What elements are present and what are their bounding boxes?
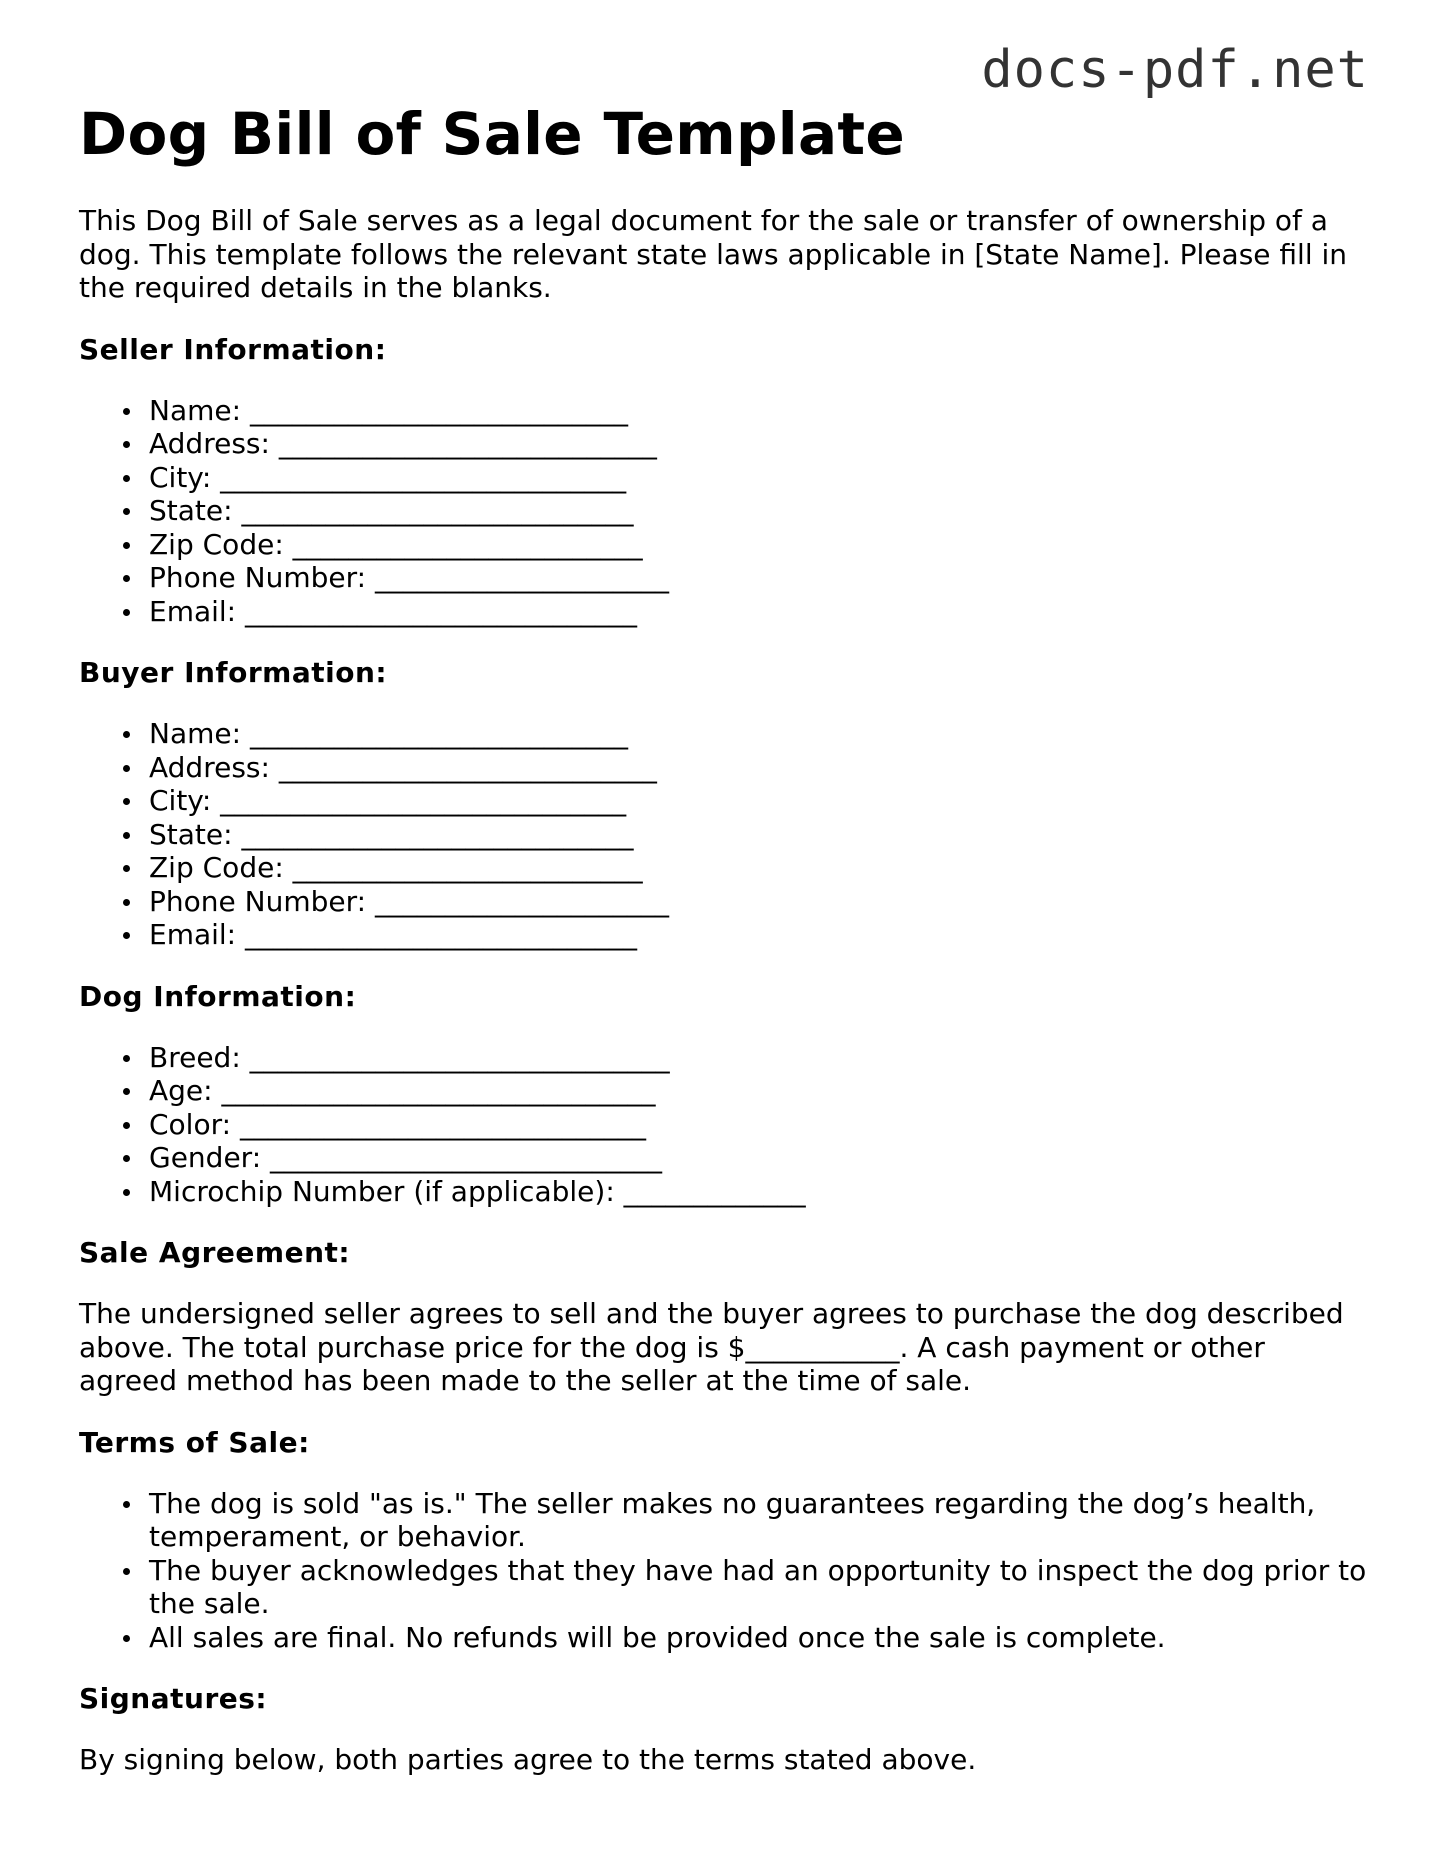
- seller-state-field: State: ____________________________: [149, 494, 1369, 528]
- buyer-name-field: Name: ___________________________: [149, 717, 1369, 751]
- dog-heading: Dog Information:: [79, 979, 357, 1013]
- signatures-paragraph: By signing below, both parties agree to the terms stated above.: [79, 1743, 977, 1776]
- intro-paragraph: This Dog Bill of Sale serves as a legal document for the sale or transfer of ownership of a dog. This template follows the relevant state laws applicable in [State Name]. Please fill in the required details in the blanks.: [79, 204, 1348, 304]
- document-body: [79, 98, 1369, 1777]
- sale-agreement-paragraph: The undersigned seller agrees to sell and the buyer agrees to purchase the dog described above. The total purchase price for the dog is $___________. A cash payment or other agreed method has been made to the seller at the time of sale.: [79, 1297, 1344, 1397]
- buyer-zip-field: Zip Code: _________________________: [149, 851, 1369, 885]
- terms-heading: Terms of Sale:: [79, 1425, 310, 1459]
- terms-item: The dog is sold "as is." The seller makes no guarantees regarding the dog’s health, temperament, or behavior.: [149, 1487, 1369, 1554]
- buyer-phone-field: Phone Number: _____________________: [149, 885, 1369, 919]
- seller-email-field: Email: ____________________________: [149, 595, 1369, 629]
- buyer-city-field: City: _____________________________: [149, 784, 1369, 818]
- watermark-logo: docs-pdf.net: [981, 40, 1369, 100]
- seller-name-field: Name: ___________________________: [149, 394, 1369, 428]
- buyer-heading: Buyer Information:: [79, 656, 388, 689]
- dog-list: [79, 1041, 1369, 1209]
- dog-color-field: Color: _____________________________: [149, 1108, 1369, 1142]
- seller-zip-field: Zip Code: _________________________: [149, 528, 1369, 562]
- terms-item: The buyer acknowledges that they have had an opportunity to inspect the dog prior to the sale.: [149, 1554, 1369, 1621]
- buyer-state-field: State: ____________________________: [149, 818, 1369, 852]
- seller-city-field: City: _____________________________: [149, 461, 1369, 495]
- document-title: Dog Bill of Sale Template: [79, 100, 906, 168]
- seller-list: [79, 394, 1369, 629]
- terms-list: [79, 1487, 1369, 1655]
- seller-heading: Seller Information:: [79, 332, 387, 366]
- sale-agreement-heading: Sale Agreement:: [79, 1236, 351, 1269]
- terms-item: All sales are final. No refunds will be provided once the sale is complete.: [149, 1621, 1369, 1655]
- signatures-heading: Signatures:: [79, 1682, 268, 1715]
- buyer-list: [79, 717, 1369, 952]
- seller-phone-field: Phone Number: _____________________: [149, 561, 1369, 595]
- dog-breed-field: Breed: ______________________________: [149, 1041, 1369, 1075]
- dog-gender-field: Gender: ____________________________: [149, 1141, 1369, 1175]
- buyer-address-field: Address: ___________________________: [149, 751, 1369, 785]
- dog-age-field: Age: _______________________________: [149, 1074, 1369, 1108]
- dog-microchip-field: Microchip Number (if applicable): _____________: [149, 1175, 1369, 1209]
- seller-address-field: Address: ___________________________: [149, 427, 1369, 461]
- buyer-email-field: Email: ____________________________: [149, 918, 1369, 952]
